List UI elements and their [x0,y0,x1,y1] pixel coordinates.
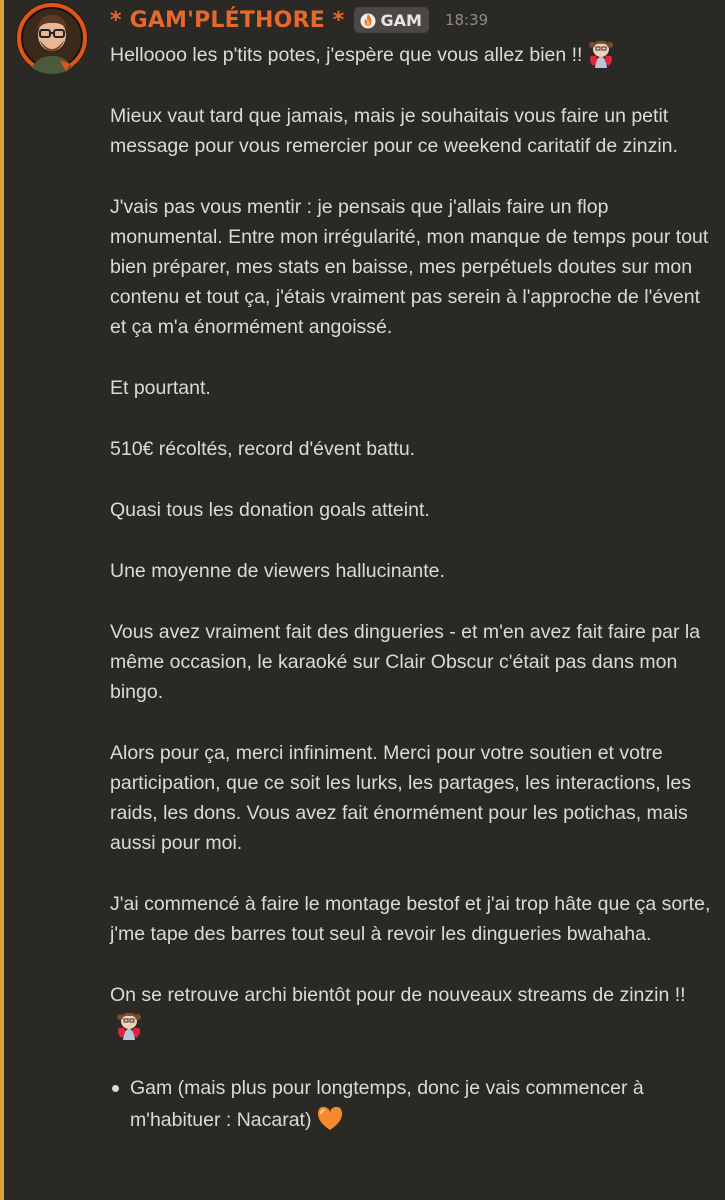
paragraph-text: Helloooo les p'tits potes, j'espère que vous allez bien !! [110,44,583,66]
server-tag[interactable] [354,7,429,33]
orange-heart-emoji[interactable] [315,1103,345,1133]
potichas-heart-emoji[interactable] [586,38,616,68]
message-paragraph: Et pourtant. [110,377,211,399]
signature-text: Gam (mais plus pour longtemps, donc je vais commencer à m'habituer : Nacarat) [130,1077,644,1131]
bullet-dot [112,1085,119,1092]
message-paragraph: Vous avez vraiment fait des dingueries - et m'en avez fait faire par la même occasion, le karaoké sur Clair Obscur c'était pas dans mon bingo. [110,621,701,703]
paragraph-text: On se retrouve archi bientôt pour de nouveaux streams de zinzin !! [110,984,686,1006]
avatar-illustration [16,2,88,74]
flame-icon [359,11,377,29]
mention-highlight-bar [0,0,4,1200]
message-paragraph [110,980,715,1042]
timestamp[interactable]: 18:39 [444,11,489,29]
message-paragraph: J'vais pas vous mentir : je pensais que j'allais faire un flop monumental. Entre mon irrégularité, mon manque de temps pour tout bien préparer, mes stats en baisse, mes perpétuels doutes sur mon contenu et tout ça, j'étais vraiment pas serein à l'approche de l'évent et ça m'a énormément angoissé. [110,196,709,338]
username[interactable]: * GAM'PLÉTHORE * [110,7,345,33]
message-paragraph: 510€ récoltés, record d'évent battu. [110,438,416,460]
message-header [110,5,488,35]
signature-list [110,1073,715,1135]
user-avatar[interactable] [16,2,88,74]
message-paragraph: Quasi tous les donation goals atteint. [110,499,430,521]
message-paragraph [110,38,715,70]
message-paragraph: Une moyenne de viewers hallucinante. [110,560,445,582]
potichas-heart-emoji[interactable] [114,1010,144,1040]
message-paragraph: Mieux vaut tard que jamais, mais je souhaitais vous faire un petit message pour vous remercier pour ce weekend caritatif de zinzin. [110,105,678,157]
tag-label: GAM [380,10,422,30]
message-paragraph: Alors pour ça, merci infiniment. Merci pour votre soutien et votre participation, que ce soit les lurks, les partages, les interactions, les raids, les dons. Vous avez fait énormément pour les potichas, mais aussi pour moi. [110,742,691,854]
message-paragraph: J'ai commencé à faire le montage bestof et j'ai trop hâte que ça sorte, j'me tape des barres tout seul à revoir les dingueries bwahaha. [110,893,711,945]
message-content [110,38,715,1135]
list-item [110,1073,715,1135]
